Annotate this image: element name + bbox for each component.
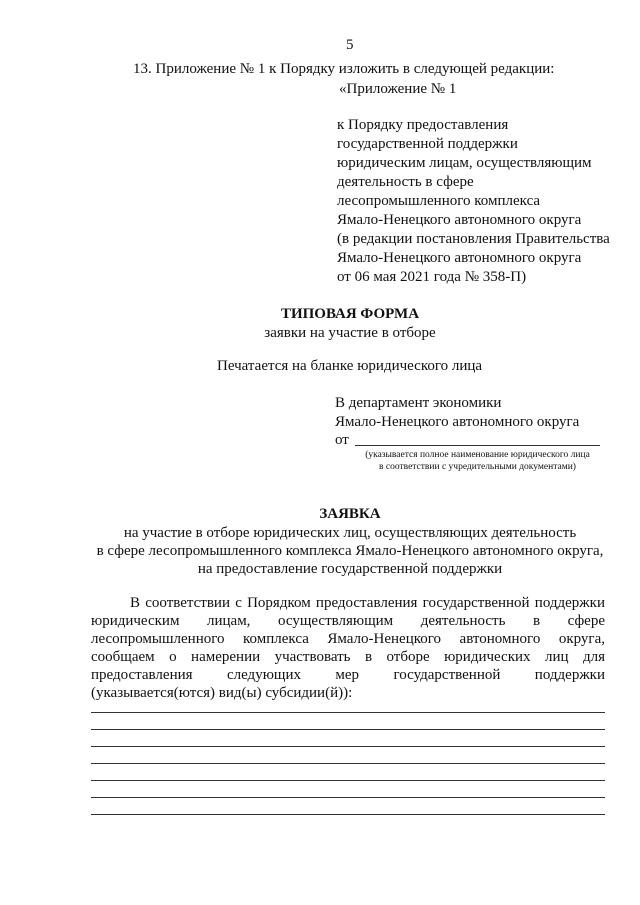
appendix-line: Ямало-Ненецкого автономного округа: [337, 250, 582, 266]
item-13-text: 13. Приложение № 1 к Порядку изложить в следующей редакции:: [133, 61, 555, 77]
body-line: (указывается(ются) вид(ы) субсидии(й)):: [91, 685, 353, 701]
appendix-line: (в редакции постановления Правительства: [337, 231, 610, 247]
fill-in-line: [91, 746, 605, 747]
fill-in-line: [91, 729, 605, 730]
appendix-title: «Приложение № 1: [339, 81, 457, 97]
appendix-line: государственной поддержки: [337, 136, 518, 152]
addressee-from-label: от: [335, 432, 349, 448]
appendix-block: [337, 116, 610, 287]
body-line: В соответствии с Порядком предоставления государственной поддержки: [130, 595, 605, 611]
application-title: ЗАЯВКА: [319, 506, 381, 522]
appendix-line: деятельность в сфере: [337, 174, 474, 190]
addressee-hint-line-1: (указывается полное наименование юридического лица: [365, 450, 590, 460]
addressee-hint-line-2: в соответствии с учредительными документами): [379, 462, 576, 472]
page-number: 5: [346, 37, 354, 53]
fill-in-line: [91, 712, 605, 713]
application-subtitle-line: на предоставление государственной поддержки: [197, 561, 503, 577]
appendix-line: к Порядку предоставления: [337, 117, 509, 133]
application-subtitle-line: на участие в отборе юридических лиц, осуществляющих деятельность: [123, 525, 577, 541]
body-line: предоставления следующих мер государственной поддержки: [91, 667, 605, 683]
body-line: юридическим лицам, осуществляющим деятельность в сфере: [91, 613, 605, 629]
appendix-line: от 06 мая 2021 года № 358-П): [337, 269, 527, 285]
form-title: ТИПОВАЯ ФОРМА: [280, 306, 420, 322]
body-line: лесопромышленного комплекса Ямало-Ненецкого автономного округа,: [91, 631, 605, 647]
addressee-line-1: В департамент экономики: [335, 395, 502, 411]
application-subtitle-line: в сфере лесопромышленного комплекса Ямало-Ненецкого автономного округа,: [96, 543, 604, 559]
body-line: сообщаем о намерении участвовать в отборе юридических лиц для: [91, 649, 605, 665]
form-subtitle: заявки на участие в отборе: [264, 325, 436, 341]
addressee-name-underline: [355, 445, 600, 446]
fill-in-line: [91, 780, 605, 781]
addressee-line-2: Ямало-Ненецкого автономного округа: [335, 414, 580, 430]
appendix-line: Ямало-Ненецкого автономного округа: [337, 212, 582, 228]
fill-in-line: [91, 814, 605, 815]
appendix-line: юридическим лицам, осуществляющим: [337, 155, 592, 171]
letterhead-note: Печатается на бланке юридического лица: [217, 358, 483, 374]
fill-in-line: [91, 763, 605, 764]
fill-in-line: [91, 797, 605, 798]
appendix-line: лесопромышленного комплекса: [337, 193, 541, 209]
